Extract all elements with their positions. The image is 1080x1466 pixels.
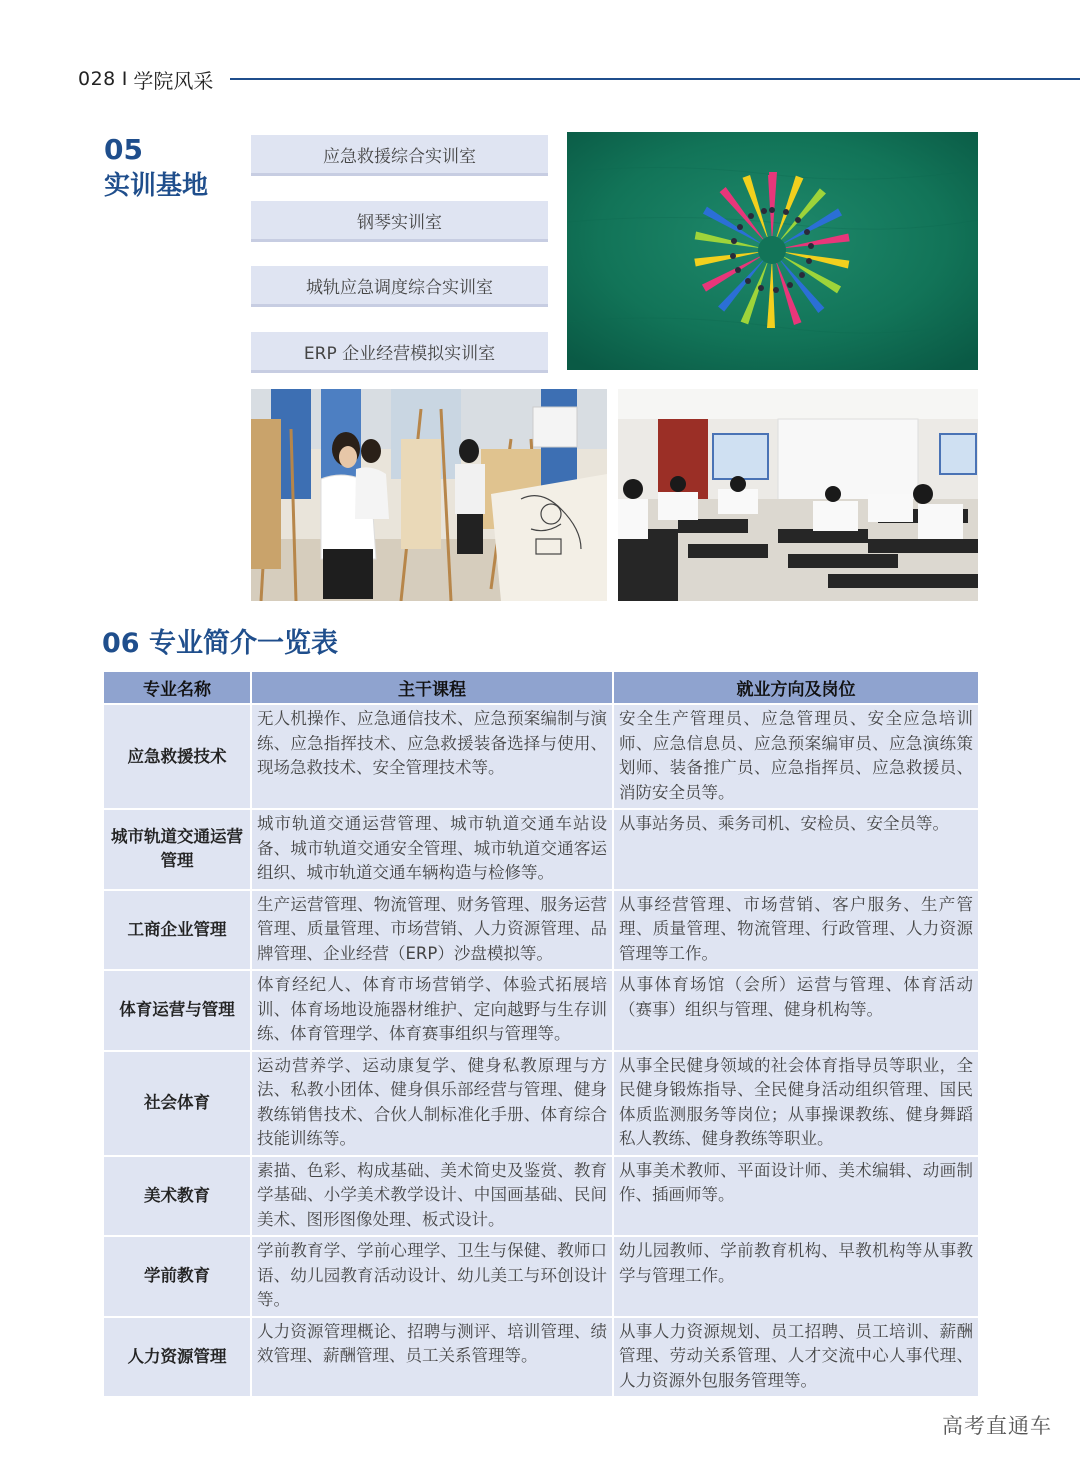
major-name: 应急救援技术 — [103, 704, 251, 809]
major-courses: 学前教育学、学前心理学、卫生与保健、教师口语、幼儿园教育活动设计、幼儿美工与环创设计等。 — [251, 1236, 613, 1317]
major-jobs: 幼儿园教师、学前教育机构、早教机构等从事教学与管理工作。 — [613, 1236, 979, 1317]
major-name: 体育运营与管理 — [103, 970, 251, 1051]
major-courses: 城市轨道交通运营管理、城市轨道交通车站设备、城市轨道交通安全管理、城市轨道交通客运组织、城市轨道交通车辆构造与检修等。 — [251, 809, 613, 890]
header-separator: I — [121, 68, 128, 90]
section05-number: 05 — [104, 133, 143, 166]
major-name: 学前教育 — [103, 1236, 251, 1317]
column-header-courses: 主干课程 — [251, 671, 613, 704]
major-courses: 生产运营管理、物流管理、财务管理、服务运营管理、质量管理、市场营销、人力资源管理、品牌管理、企业经营（ERP）沙盘模拟等。 — [251, 890, 613, 971]
majors-table — [102, 670, 980, 1398]
table-header-row — [103, 671, 979, 704]
table-row — [103, 1051, 979, 1156]
page-header — [78, 64, 213, 94]
header-section-title: 学院风采 — [133, 68, 214, 93]
major-courses: 素描、色彩、构成基础、美术简史及鉴赏、教育学基础、小学美术教学设计、中国画基础、民间美术、图形图像处理、板式设计。 — [251, 1156, 613, 1237]
table-row — [103, 1236, 979, 1317]
major-name: 美术教育 — [103, 1156, 251, 1237]
major-jobs: 从事经营管理、市场营销、客户服务、生产管理、质量管理、物流管理、行政管理、人力资源管理等工作。 — [613, 890, 979, 971]
major-jobs: 从事体育场馆（会所）运营与管理、体育活动（赛事）组织与管理、健身机构等。 — [613, 970, 979, 1051]
table-row — [103, 704, 979, 809]
art-studio-photo — [251, 389, 607, 601]
major-courses: 无人机操作、应急通信技术、应急预案编制与演练、应急指挥技术、应急救援装备选择与使用、现场急救技术、安全管理技术等。 — [251, 704, 613, 809]
watermark-text: 高考直通车 — [942, 1414, 1052, 1438]
major-courses: 体育经纪人、体育市场营销学、体验式拓展培训、体育场地设施器材维护、定向越野与生存训练、体育管理学、体育赛事组织与管理等。 — [251, 970, 613, 1051]
training-room-item: 钢琴实训室 — [251, 201, 548, 242]
section06-title: 06 专业简介一览表 — [102, 628, 338, 659]
major-jobs: 从事美术教师、平面设计师、美术编辑、动画制作、插画师等。 — [613, 1156, 979, 1237]
major-name: 城市轨道交通运营管理 — [103, 809, 251, 890]
training-room-item: 应急救援综合实训室 — [251, 135, 548, 176]
column-header-major: 专业名称 — [103, 671, 251, 704]
major-name: 工商企业管理 — [103, 890, 251, 971]
major-courses: 人力资源管理概论、招聘与测评、培训管理、绩效管理、薪酬管理、员工关系管理等。 — [251, 1317, 613, 1398]
training-room-item: ERP 企业经营模拟实训室 — [251, 332, 548, 373]
major-jobs: 从事站务员、乘务司机、安检员、安全员等。 — [613, 809, 979, 890]
kayak-photo — [567, 132, 978, 370]
major-jobs: 安全生产管理员、应急管理员、安全应急培训师、应急信息员、应急预案编审员、应急演练策划师、装备推广员、应急指挥员、应急救援员、消防安全员等。 — [613, 704, 979, 809]
major-courses: 运动营养学、运动康复学、健身私教原理与方法、私教小团体、健身俱乐部经营与管理、健身教练销售技术、合伙人制标准化手册、体育综合技能训练等。 — [251, 1051, 613, 1156]
header-rule — [230, 78, 1080, 80]
major-name: 社会体育 — [103, 1051, 251, 1156]
table-row — [103, 1317, 979, 1398]
table-row — [103, 809, 979, 890]
table-row — [103, 1156, 979, 1237]
classroom-photo — [618, 389, 978, 601]
page-number: 028 — [78, 68, 116, 90]
table-row — [103, 970, 979, 1051]
table-row — [103, 890, 979, 971]
major-jobs: 从事人力资源规划、员工招聘、员工培训、薪酬管理、劳动关系管理、人才交流中心人事代理、人力资源外包服务管理等。 — [613, 1317, 979, 1398]
major-jobs: 从事全民健身领域的社会体育指导员等职业，全民健身锻炼指导、全民健身活动组织管理、国民体质监测服务等岗位；从事操课教练、健身舞蹈私人教练、健身教练等职业。 — [613, 1051, 979, 1156]
training-room-item: 城轨应急调度综合实训室 — [251, 266, 548, 307]
section05-title: 实训基地 — [104, 171, 209, 201]
column-header-jobs: 就业方向及岗位 — [613, 671, 979, 704]
major-name: 人力资源管理 — [103, 1317, 251, 1398]
